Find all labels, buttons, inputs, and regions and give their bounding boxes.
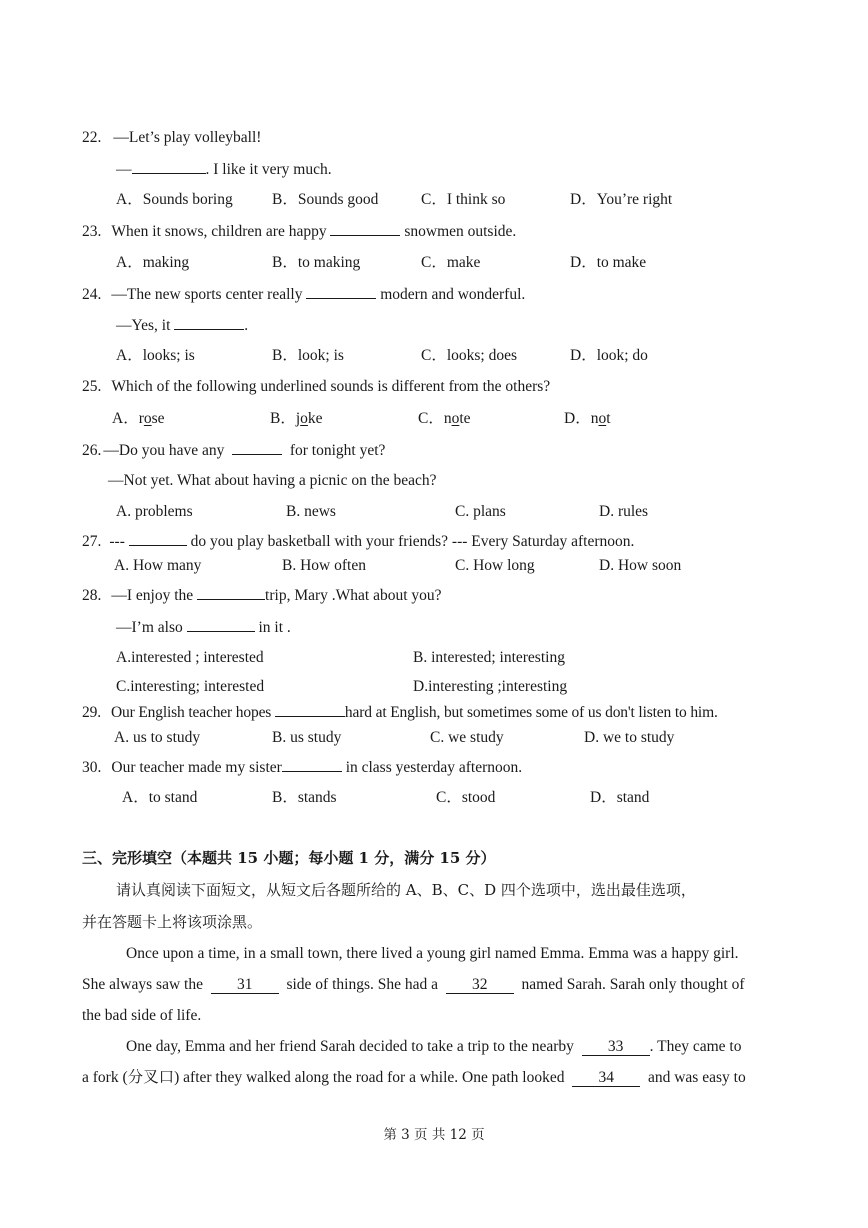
q27-option-d: D. How soon — [599, 557, 682, 574]
q27-option-a: A. How many — [114, 557, 202, 574]
q29-option-b: B. us study — [272, 729, 342, 746]
q29-option-c: C. we study — [430, 729, 504, 746]
answer-blank — [330, 221, 400, 236]
answer-blank — [306, 284, 376, 299]
passage-line-4: One day, Emma and her friend Sarah decided to take a trip to the nearby 33 . They came to — [126, 1038, 742, 1055]
q25-option-d: D．not — [564, 410, 611, 427]
q30-option-b: B．stands — [272, 789, 337, 806]
q25-option-a: A．rose — [112, 410, 165, 427]
q25-option-c: C．note — [418, 410, 471, 427]
answer-blank — [129, 531, 187, 546]
page-number: 第 3 页 共 12 页 — [383, 1127, 485, 1143]
q22-reply: — . I like it very much. — [116, 161, 332, 178]
answer-blank — [174, 315, 244, 330]
numbered-blank-34: 34 — [572, 1069, 640, 1087]
passage-line-2: She always saw the 31 side of things. She had a 32 named Sarah. Sarah only thought of — [82, 976, 745, 993]
q26-option-d: D. rules — [599, 503, 649, 520]
q28-option-c: C.interesting; interested — [116, 678, 265, 695]
q24-option-c: C．looks; does — [421, 347, 518, 364]
q23-option-d: D．to make — [570, 254, 647, 271]
numbered-blank-31: 31 — [211, 976, 279, 994]
q26-stem: 26. —Do you have any for tonight yet? — [82, 442, 386, 459]
q24-option-b: B．look; is — [272, 347, 344, 364]
q26-option-b: B. news — [286, 503, 336, 520]
q29-stem: 29. Our English teacher hopes hard at English, but sometimes some of us don't listen to him. — [82, 704, 718, 721]
q24-reply: —Yes, it . — [116, 317, 249, 334]
numbered-blank-32: 32 — [446, 976, 514, 994]
q23-option-c: C．make — [421, 254, 481, 271]
q26-option-c: C. plans — [455, 503, 506, 520]
q24-option-a: A．looks; is — [116, 347, 195, 364]
answer-blank — [282, 757, 342, 772]
q29-option-a: A. us to study — [114, 729, 201, 746]
q26-option-a: A. problems — [116, 503, 193, 520]
q22-option-c: C．I think so — [421, 191, 506, 208]
q30-stem: 30. Our teacher made my sister in class yesterday afternoon. — [82, 759, 523, 776]
q22-option-a: A．Sounds boring — [116, 191, 233, 208]
q30-option-d: D．stand — [590, 789, 650, 806]
q27-option-c: C. How long — [455, 557, 535, 574]
q25-stem: 25. Which of the following underlined sounds is different from the others? — [82, 378, 551, 395]
q22-option-d: D．You’re right — [570, 191, 673, 208]
q29-option-d: D. we to study — [584, 729, 675, 746]
q25-option-b: B．joke — [270, 410, 323, 427]
answer-blank — [232, 440, 282, 455]
q23-option-b: B．to making — [272, 254, 361, 271]
q22-option-b: B．Sounds good — [272, 191, 379, 208]
q28-option-d: D.interesting ;interesting — [413, 678, 568, 695]
answer-blank — [132, 159, 206, 174]
section-instruction-line-2: 并在答题卡上将该项涂黑。 — [82, 913, 263, 931]
answer-blank — [187, 617, 255, 632]
answer-blank — [197, 585, 265, 600]
section-heading: 三、完形填空（本题共 15 小题；每小题 1 分，满分 15 分） — [82, 849, 496, 867]
q30-option-c: C．stood — [436, 789, 496, 806]
q24-option-d: D．look; do — [570, 347, 648, 364]
passage-line-3: the bad side of life. — [82, 1007, 202, 1024]
q30-option-a: A．to stand — [122, 789, 198, 806]
q22-stem: 22. —Let’s play volleyball! — [82, 129, 262, 146]
section-instruction-line-1: 请认真阅读下面短文，从短文后各题所给的 A、B、C、D 四个选项中，选出最佳选项， — [116, 881, 696, 899]
q23-option-a: A．making — [116, 254, 190, 271]
q23-stem: 23. When it snows, children are happy snowmen outside. — [82, 223, 517, 240]
q24-stem: 24. —The new sports center really modern and wonderful. — [82, 286, 526, 303]
q26-reply: —Not yet. What about having a picnic on the beach? — [108, 472, 437, 489]
q28-option-a: A.interested ; interested — [116, 649, 264, 666]
q28-option-b: B. interested; interesting — [413, 649, 565, 666]
passage-line-5: a fork (分叉口) after they walked along the road for a while. One path looked 34 and was easy to — [82, 1069, 746, 1086]
q28-stem: 28. —I enjoy the trip, Mary .What about you? — [82, 587, 442, 604]
q27-stem: 27. --- do you play basketball with your friends? --- Every Saturday afternoon. — [82, 533, 635, 550]
numbered-blank-33: 33 — [582, 1038, 650, 1056]
passage-line-1: Once upon a time, in a small town, there lived a young girl named Emma. Emma was a happy girl. — [126, 945, 739, 962]
q28-reply: —I’m also in it . — [116, 619, 291, 636]
answer-blank — [275, 702, 345, 717]
q27-option-b: B. How often — [282, 557, 366, 574]
